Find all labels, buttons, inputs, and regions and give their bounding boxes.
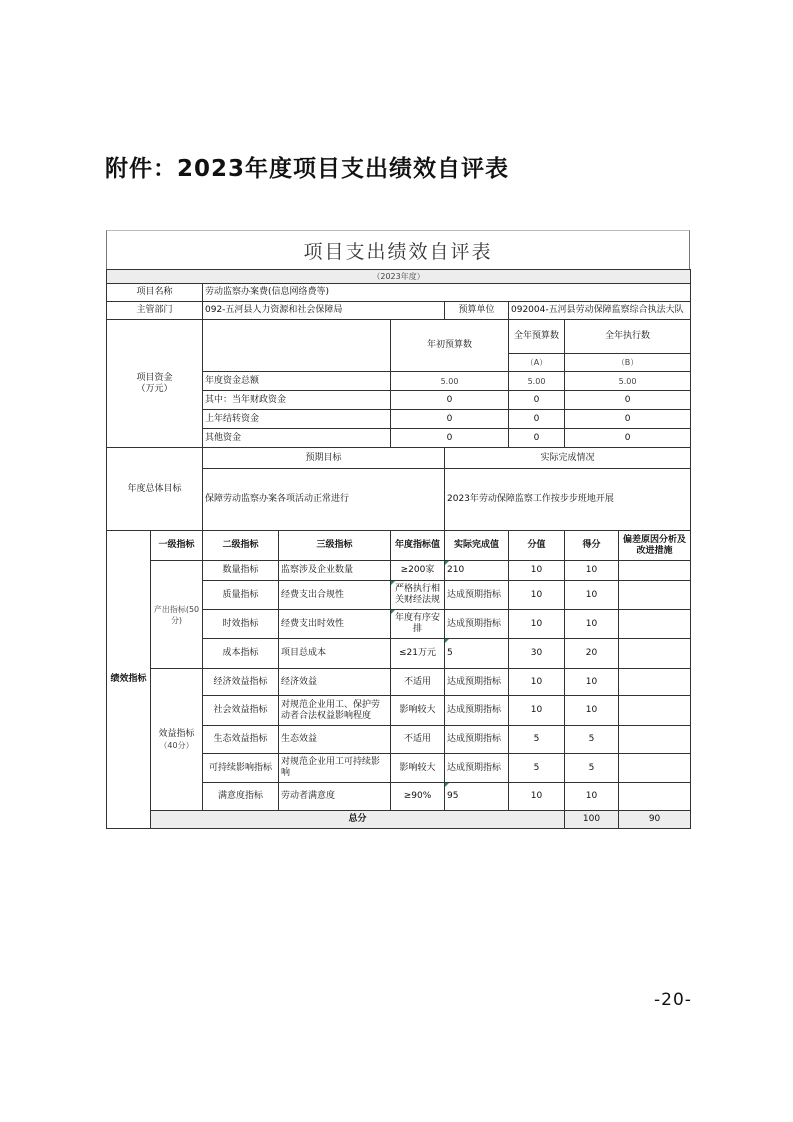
header-actual: 实际完成值 [445,531,509,561]
benefit-label-line1: 效益指标 [158,728,195,739]
target-cell: 不适用 [391,726,445,754]
code-a: （A） [509,354,565,372]
evaluation-table [106,269,691,829]
reason-cell [619,696,691,726]
funds-blank-header [203,320,391,372]
level2-cell: 时效指标 [203,610,279,639]
project-name: 劳动监察办案费(信息网络费等) [203,284,691,302]
actual-cell: 95 [445,783,509,811]
funds-row-initial: 0 [391,429,509,448]
perf-label: 绩效指标 [107,531,151,829]
level2-cell: 成本指标 [203,639,279,669]
actual-result-header: 实际完成情况 [445,448,691,469]
actual-cell: 5 [445,639,509,669]
got-cell: 10 [565,783,619,811]
target-cell: ≥200家 [391,561,445,581]
dept-value: 092-五河县人力资源和社会保障局 [203,302,445,320]
target-cell: 严格执行相关财经法规 [391,581,445,610]
level2-cell: 社会效益指标 [203,696,279,726]
funds-row-initial: 5.00 [391,372,509,391]
got-cell: 5 [565,726,619,754]
got-cell: 10 [565,669,619,696]
project-name-label: 项目名称 [107,284,203,302]
actual-cell: 达成预期指标 [445,754,509,783]
level2-cell: 满意度指标 [203,783,279,811]
actual-cell: 达成预期指标 [445,669,509,696]
total-score: 100 [565,811,619,829]
reason-cell [619,581,691,610]
funds-row-full: 0 [509,391,565,410]
funds-label [107,320,203,448]
header-level1: 一级指标 [151,531,203,561]
actual-cell: 210 [445,561,509,581]
unit-value: 092004-五河县劳动保障监察综合执法大队 [509,302,691,320]
score-cell: 5 [509,754,565,783]
level3-cell: 对规范企业用工可持续影响 [279,754,391,783]
level3-cell: 经费支出合规性 [279,581,391,610]
funds-row-exec: 0 [565,391,691,410]
funds-row-initial: 0 [391,410,509,429]
score-cell: 10 [509,669,565,696]
expected-goal-header: 预期目标 [203,448,445,469]
score-cell: 30 [509,639,565,669]
level3-cell: 对规范企业用工、保护劳动者合法权益影响程度 [279,696,391,726]
level2-cell: 经济效益指标 [203,669,279,696]
header-score: 分值 [509,531,565,561]
funds-row-exec: 0 [565,410,691,429]
actual-cell: 达成预期指标 [445,696,509,726]
got-cell: 10 [565,581,619,610]
col-full-exec: 全年执行数 [565,320,691,354]
funds-row-name: 其他资金 [203,429,391,448]
total-label: 总分 [151,811,565,829]
unit-label: 预算单位 [445,302,509,320]
target-cell: ≤21万元 [391,639,445,669]
actual-cell: 达成预期指标 [445,726,509,754]
benefit-label-line2: （40分） [159,740,194,750]
indicator-row [107,669,691,696]
header-target: 年度指标值 [391,531,445,561]
funds-row-full: 0 [509,429,565,448]
got-cell: 10 [565,696,619,726]
target-cell: ≥90% [391,783,445,811]
level2-cell: 数量指标 [203,561,279,581]
target-cell: 影响较大 [391,754,445,783]
level3-cell: 劳动者满意度 [279,783,391,811]
evaluation-form [106,230,690,829]
table-title: 项目支出绩效自评表 [106,230,690,269]
score-cell: 10 [509,783,565,811]
score-cell: 10 [509,561,565,581]
benefit-label [151,669,203,811]
level3-cell: 经费支出时效性 [279,610,391,639]
reason-cell [619,639,691,669]
score-cell: 5 [509,726,565,754]
got-cell: 10 [565,561,619,581]
funds-row-exec: 0 [565,429,691,448]
funds-row-exec: 5.00 [565,372,691,391]
score-cell: 10 [509,696,565,726]
level3-cell: 监察涉及企业数量 [279,561,391,581]
funds-row-name: 年度资金总额 [203,372,391,391]
funds-row-full: 5.00 [509,372,565,391]
indicator-row [107,561,691,581]
funds-row-name: 其中：当年财政资金 [203,391,391,410]
actual-cell: 达成预期指标 [445,581,509,610]
total-got: 90 [619,811,691,829]
funds-label-line1: 项目资金 [136,372,173,383]
level3-cell: 项目总成本 [279,639,391,669]
expected-goal: 保障劳动监察办案各项活动正常进行 [203,469,445,531]
reason-cell [619,726,691,754]
target-cell: 不适用 [391,669,445,696]
level2-cell: 生态效益指标 [203,726,279,754]
target-cell: 影响较大 [391,696,445,726]
header-got: 得分 [565,531,619,561]
dept-label: 主管部门 [107,302,203,320]
got-cell: 5 [565,754,619,783]
got-cell: 20 [565,639,619,669]
header-level3: 三级指标 [279,531,391,561]
funds-row-initial: 0 [391,391,509,410]
goals-label: 年度总体目标 [107,448,203,531]
col-initial-budget: 年初预算数 [391,320,509,372]
page-heading: 附件：2023年度项目支出绩效自评表 [105,156,510,182]
page-number: -20- [654,990,692,1010]
reason-cell [619,783,691,811]
level3-cell: 生态效益 [279,726,391,754]
col-full-budget: 全年预算数 [509,320,565,354]
reason-cell [619,669,691,696]
level3-cell: 经济效益 [279,669,391,696]
actual-result: 2023年劳动保障监察工作按步步班地开展 [445,469,691,531]
got-cell: 10 [565,610,619,639]
score-cell: 10 [509,581,565,610]
actual-cell: 达成预期指标 [445,610,509,639]
reason-cell [619,610,691,639]
level2-cell: 质量指标 [203,581,279,610]
funds-row-full: 0 [509,410,565,429]
header-level2: 二级指标 [203,531,279,561]
reason-cell [619,561,691,581]
score-cell: 10 [509,610,565,639]
funds-row-name: 上年结转资金 [203,410,391,429]
year-label: （2023年度） [107,270,691,284]
reason-cell [619,754,691,783]
header-reason: 偏差原因分析及改进措施 [619,531,691,561]
target-cell: 年度有序安排 [391,610,445,639]
funds-label-line2: （万元） [136,383,173,394]
level2-cell: 可持续影响指标 [203,754,279,783]
code-b: （B） [565,354,691,372]
output-label: 产出指标(50分) [151,561,203,669]
